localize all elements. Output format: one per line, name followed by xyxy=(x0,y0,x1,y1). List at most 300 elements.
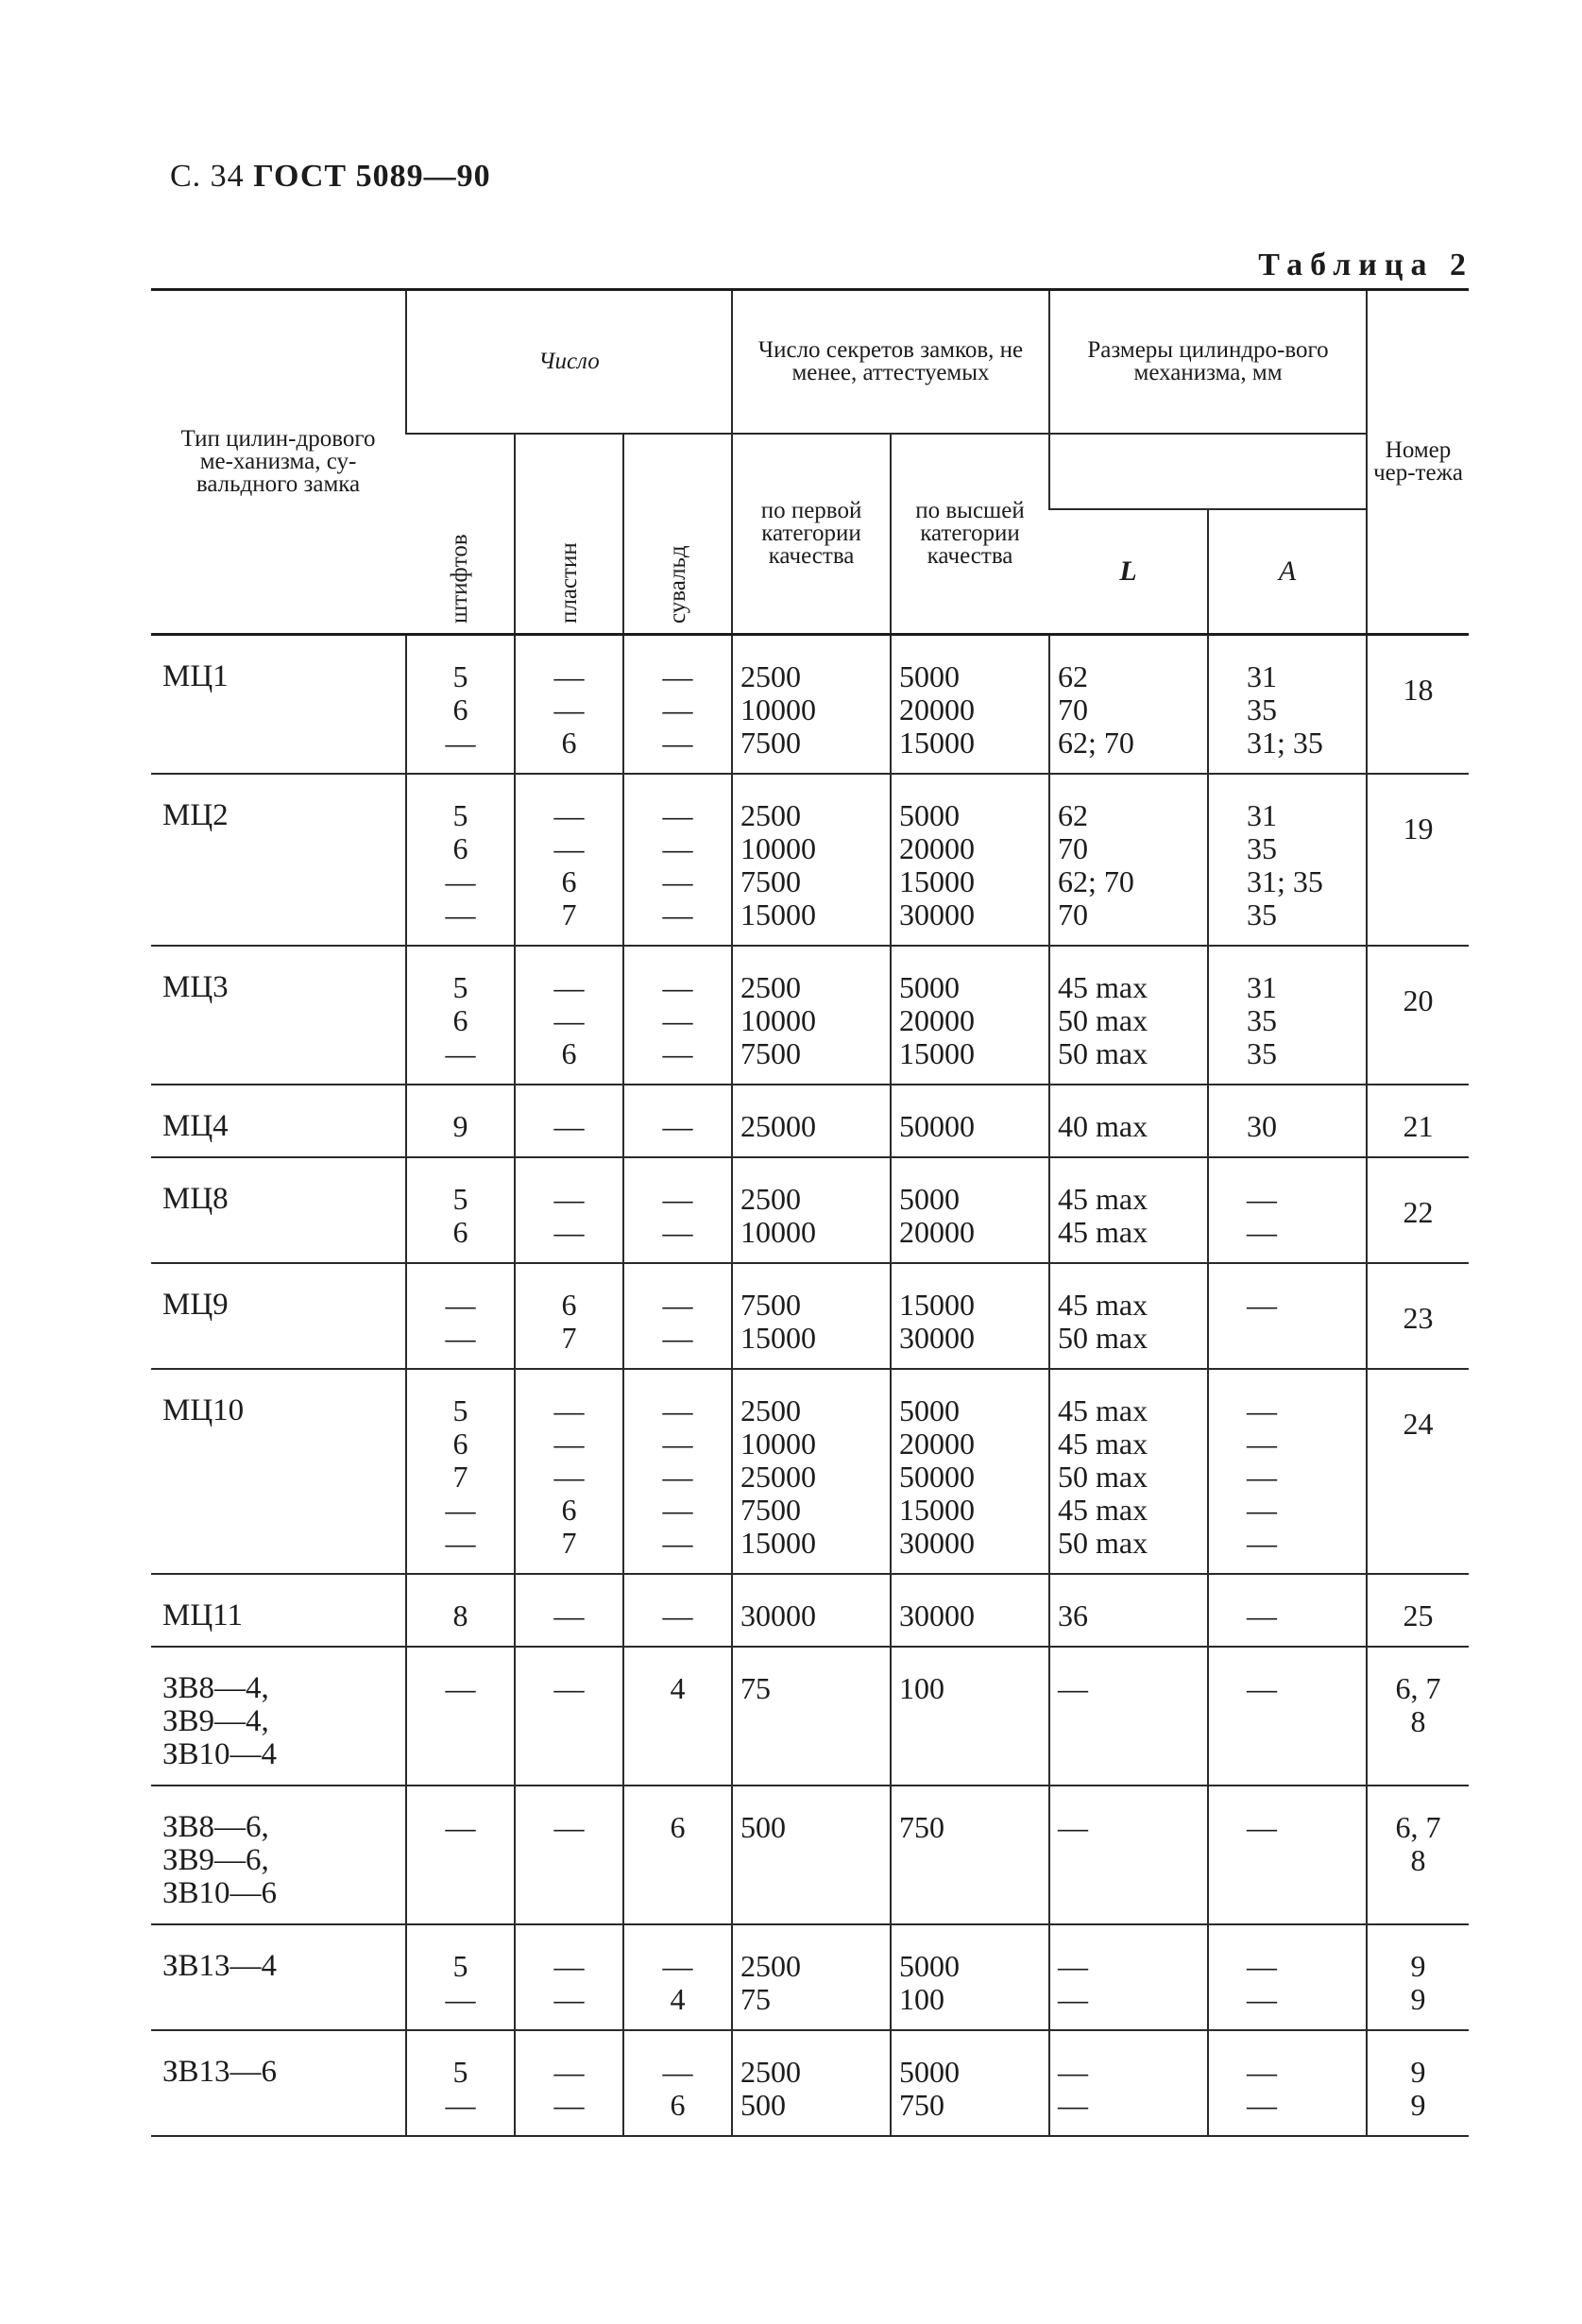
cell-levers-line: — xyxy=(662,726,693,760)
cell-pins-line: 5 xyxy=(452,1182,468,1216)
cell-levers xyxy=(623,774,732,946)
cell-type xyxy=(151,1786,406,1924)
cell-A-line: — xyxy=(1247,2055,1278,2089)
cell-pins-line: 5 xyxy=(452,1393,468,1427)
col-type-header: Тип цилин-дрового ме-ханизма, су-вальдного замка xyxy=(151,290,406,635)
cell-first-cat xyxy=(732,1574,891,1647)
table-row xyxy=(151,1157,1469,1263)
cell-plates xyxy=(515,1085,623,1157)
cell-type xyxy=(151,1647,406,1786)
cell-pins xyxy=(406,1369,515,1574)
cell-top-cat-line: 30000 xyxy=(899,1526,976,1560)
cell-first-cat-line: 30000 xyxy=(740,1598,817,1632)
cell-A xyxy=(1208,946,1367,1085)
cell-L xyxy=(1049,1369,1208,1574)
cell-levers xyxy=(623,635,732,775)
cell-drawing-line: 9 xyxy=(1410,2055,1426,2089)
cell-levers-line: — xyxy=(662,831,693,865)
cell-drawing-line: 8 xyxy=(1410,1704,1426,1738)
cell-L-line: 45 max xyxy=(1058,1215,1148,1249)
col-drawing-header: Номер чер-тежа xyxy=(1367,290,1469,635)
table-row xyxy=(151,1369,1469,1574)
cell-L xyxy=(1049,635,1208,775)
cell-drawing-value: 21 xyxy=(1403,1109,1434,1143)
cell-top-cat-line: 30000 xyxy=(899,897,976,931)
cell-pins-line: 6 xyxy=(452,831,468,865)
cell-top-cat-line: 15000 xyxy=(899,1288,976,1322)
cell-pins-line: 5 xyxy=(452,798,468,832)
cell-A xyxy=(1208,1369,1367,1574)
cell-top-cat-line: 20000 xyxy=(899,831,976,865)
cell-levers xyxy=(623,946,732,1085)
cell-A-line: — xyxy=(1247,1810,1278,1844)
cell-first-cat-line: 15000 xyxy=(740,1526,817,1560)
table-row xyxy=(151,774,1469,946)
cell-L-line: 36 xyxy=(1058,1598,1089,1632)
cell-A-line: 35 xyxy=(1247,1036,1278,1070)
cell-L-line: 62; 70 xyxy=(1058,726,1134,760)
cell-pins xyxy=(406,635,515,775)
cell-plates-line: — xyxy=(553,798,585,832)
cell-drawing xyxy=(1367,774,1469,946)
cell-pins-line: — xyxy=(445,1321,476,1355)
cell-levers-line: — xyxy=(662,1288,693,1322)
cell-L-line: 62 xyxy=(1058,798,1089,832)
cell-levers-line: — xyxy=(662,970,693,1004)
cell-levers-line: — xyxy=(662,1036,693,1070)
cell-type-value: ЗВ13—4 xyxy=(162,1949,278,1983)
cell-L xyxy=(1049,1647,1208,1786)
cell-pins-line: 6 xyxy=(452,1003,468,1037)
cell-plates xyxy=(515,1263,623,1369)
cell-type xyxy=(151,1157,406,1263)
cell-type xyxy=(151,946,406,1085)
cell-drawing xyxy=(1367,1924,1469,2030)
cell-first-cat xyxy=(732,2030,891,2136)
cell-L-line: 40 max xyxy=(1058,1109,1148,1143)
cell-L-line: 45 max xyxy=(1058,1427,1148,1461)
col-first-cat-header: по первой категории качества xyxy=(732,434,891,635)
cell-drawing xyxy=(1367,1647,1469,1786)
cell-drawing-value: 18 xyxy=(1403,673,1434,707)
cell-L-line: 62; 70 xyxy=(1058,864,1134,898)
cell-L-line: 62 xyxy=(1058,659,1089,693)
cell-levers-line: — xyxy=(662,1003,693,1037)
cell-L xyxy=(1049,1157,1208,1263)
cell-pins xyxy=(406,1647,515,1786)
cell-first-cat xyxy=(732,1085,891,1157)
cell-first-cat-line: 15000 xyxy=(740,1321,817,1355)
cell-levers-line: — xyxy=(662,1109,693,1143)
cell-A xyxy=(1208,1574,1367,1647)
cell-levers-line: 6 xyxy=(670,2088,686,2122)
cell-A xyxy=(1208,1085,1367,1157)
cell-levers-line: — xyxy=(662,2055,693,2089)
cell-A xyxy=(1208,1786,1367,1924)
cell-drawing-line: 8 xyxy=(1410,1843,1426,1877)
cell-pins xyxy=(406,774,515,946)
cell-top-cat xyxy=(891,635,1049,775)
cell-pins xyxy=(406,2030,515,2136)
cell-plates-line: — xyxy=(553,1460,585,1494)
cell-plates-line: — xyxy=(553,1215,585,1249)
cell-levers-line: — xyxy=(662,1598,693,1632)
cell-A-line: 35 xyxy=(1247,831,1278,865)
cell-L-line: 50 max xyxy=(1058,1036,1148,1070)
cell-drawing xyxy=(1367,635,1469,775)
cell-L xyxy=(1049,1574,1208,1647)
cell-A-line: — xyxy=(1247,1526,1278,1560)
standard-title: ГОСТ 5089—90 xyxy=(253,159,491,194)
cell-first-cat xyxy=(732,1924,891,2030)
cell-top-cat xyxy=(891,1263,1049,1369)
cell-levers xyxy=(623,2030,732,2136)
cell-L xyxy=(1049,1263,1208,1369)
cell-top-cat-line: 750 xyxy=(899,2088,945,2122)
cell-first-cat-line: 2500 xyxy=(740,659,802,693)
cell-first-cat-line: 10000 xyxy=(740,692,817,726)
cell-type-line: ЗВ9—6, xyxy=(162,1843,269,1877)
cell-first-cat-line: 15000 xyxy=(740,897,817,931)
cell-levers-line: — xyxy=(662,1949,693,1983)
cell-top-cat-line: 20000 xyxy=(899,1427,976,1461)
cell-levers xyxy=(623,1085,732,1157)
cell-type-value: МЦ8 xyxy=(162,1182,229,1216)
cell-drawing-line: 6, 7 xyxy=(1395,1810,1441,1844)
cell-plates-line: 6 xyxy=(561,726,577,760)
cell-first-cat-line: 2500 xyxy=(740,798,802,832)
cell-A-line: 31 xyxy=(1247,659,1278,693)
cell-pins-line: — xyxy=(445,1671,476,1705)
cell-plates xyxy=(515,1647,623,1786)
cell-A-line: — xyxy=(1247,1949,1278,1983)
col-levers-header: сувальд xyxy=(623,434,732,635)
cell-levers-line: — xyxy=(662,659,693,693)
page-number: С. 34 xyxy=(170,159,245,194)
cell-top-cat xyxy=(891,1924,1049,2030)
cell-A-line: — xyxy=(1247,1460,1278,1494)
cell-type-value: МЦ3 xyxy=(162,970,229,1004)
cell-pins xyxy=(406,1924,515,2030)
cell-top-cat-line: 5000 xyxy=(899,659,961,693)
cell-plates-line: 6 xyxy=(561,1493,577,1527)
cell-plates xyxy=(515,1157,623,1263)
cell-top-cat-line: 5000 xyxy=(899,1182,961,1216)
cell-L-line: 50 max xyxy=(1058,1460,1148,1494)
cell-type xyxy=(151,774,406,946)
cell-top-cat-line: 5000 xyxy=(899,1949,961,1983)
cell-plates xyxy=(515,1924,623,2030)
cell-first-cat xyxy=(732,635,891,775)
cell-drawing xyxy=(1367,1574,1469,1647)
cell-levers-line: — xyxy=(662,1493,693,1527)
cell-first-cat-line: 10000 xyxy=(740,1003,817,1037)
cell-top-cat xyxy=(891,1786,1049,1924)
cell-A xyxy=(1208,774,1367,946)
cell-first-cat xyxy=(732,1786,891,1924)
cell-levers xyxy=(623,1647,732,1786)
cell-pins-line: 5 xyxy=(452,2055,468,2089)
cell-plates-line: — xyxy=(553,692,585,726)
col-pins-header: штифтов xyxy=(406,434,515,635)
cell-type xyxy=(151,2030,406,2136)
cell-top-cat-line: 15000 xyxy=(899,726,976,760)
table-row xyxy=(151,1924,1469,2030)
cell-top-cat xyxy=(891,1085,1049,1157)
cell-L-line: 50 max xyxy=(1058,1526,1148,1560)
cell-type-line: ЗВ10—4 xyxy=(162,1737,278,1771)
cell-first-cat xyxy=(732,1263,891,1369)
cell-levers-line: — xyxy=(662,1526,693,1560)
cell-pins-line: 7 xyxy=(452,1460,468,1494)
cell-A-line: 30 xyxy=(1247,1109,1278,1143)
col-top-cat-header: по высшей категории качества xyxy=(891,434,1049,635)
cell-plates-line: — xyxy=(553,2055,585,2089)
cell-levers-line: — xyxy=(662,798,693,832)
cell-plates-line: — xyxy=(553,1427,585,1461)
cell-pins xyxy=(406,946,515,1085)
cell-type xyxy=(151,1263,406,1369)
cell-drawing-value: 23 xyxy=(1403,1301,1434,1335)
table-row xyxy=(151,946,1469,1085)
cell-top-cat xyxy=(891,774,1049,946)
cell-pins-line: — xyxy=(445,1982,476,2016)
cell-pins-line: 5 xyxy=(452,659,468,693)
cell-pins-line: — xyxy=(445,1526,476,1560)
cell-pins-line: — xyxy=(445,2088,476,2122)
table-row xyxy=(151,1647,1469,1786)
cell-A xyxy=(1208,635,1367,775)
cell-first-cat-line: 2500 xyxy=(740,970,802,1004)
cell-L xyxy=(1049,946,1208,1085)
cell-first-cat-line: 500 xyxy=(740,2088,787,2122)
cell-plates xyxy=(515,774,623,946)
cell-A-line: 31; 35 xyxy=(1247,726,1323,760)
cell-drawing-value: 25 xyxy=(1403,1598,1434,1632)
cell-L-line: 45 max xyxy=(1058,1393,1148,1427)
cell-plates xyxy=(515,1369,623,1574)
col-L-header: L xyxy=(1049,509,1208,634)
cell-drawing xyxy=(1367,1263,1469,1369)
cell-drawing xyxy=(1367,2030,1469,2136)
table-row xyxy=(151,2030,1469,2136)
cell-drawing-line: 9 xyxy=(1410,2088,1426,2122)
cell-levers xyxy=(623,1786,732,1924)
cell-pins-line: 5 xyxy=(452,1949,468,1983)
cell-first-cat-line: 10000 xyxy=(740,831,817,865)
cell-plates xyxy=(515,1574,623,1647)
cell-L-line: — xyxy=(1058,1949,1089,1983)
cell-type-value: МЦ4 xyxy=(162,1109,229,1143)
cell-A-line: — xyxy=(1247,1288,1278,1322)
table-row xyxy=(151,635,1469,775)
cell-first-cat-line: 25000 xyxy=(740,1109,817,1143)
cell-A-line: — xyxy=(1247,1982,1278,2016)
cell-top-cat-line: 50000 xyxy=(899,1109,976,1143)
cell-plates-line: — xyxy=(553,970,585,1004)
cell-drawing xyxy=(1367,946,1469,1085)
cell-A-line: — xyxy=(1247,2088,1278,2122)
cell-plates-line: — xyxy=(553,1810,585,1844)
cell-pins xyxy=(406,1085,515,1157)
cell-type-line: ЗВ9—4, xyxy=(162,1704,269,1738)
cell-L-line: — xyxy=(1058,2088,1089,2122)
cell-type xyxy=(151,1574,406,1647)
cell-top-cat-line: 20000 xyxy=(899,692,976,726)
cell-levers-line: 4 xyxy=(670,1671,686,1705)
cell-first-cat-line: 75 xyxy=(740,1982,772,2016)
cell-A-line: 31; 35 xyxy=(1247,864,1323,898)
cell-A xyxy=(1208,1924,1367,2030)
cell-A-line: 35 xyxy=(1247,897,1278,931)
cell-L-line: 45 max xyxy=(1058,970,1148,1004)
col-plates-header: пластин xyxy=(515,434,623,635)
cell-plates-line: 7 xyxy=(561,897,577,931)
cell-plates-line: 7 xyxy=(561,1526,577,1560)
cell-plates-line: — xyxy=(553,1982,585,2016)
cell-top-cat xyxy=(891,1574,1049,1647)
cell-pins-line: 6 xyxy=(452,1427,468,1461)
cell-top-cat-line: 100 xyxy=(899,1982,945,2016)
cell-drawing xyxy=(1367,1085,1469,1157)
cell-drawing xyxy=(1367,1157,1469,1263)
cell-L xyxy=(1049,774,1208,946)
cell-A-line: 35 xyxy=(1247,692,1278,726)
cell-levers-line: — xyxy=(662,692,693,726)
cell-pins xyxy=(406,1786,515,1924)
cell-plates-line: — xyxy=(553,1598,585,1632)
cell-first-cat-line: 500 xyxy=(740,1810,787,1844)
cell-drawing-line: 9 xyxy=(1410,1982,1426,2016)
cell-levers xyxy=(623,1263,732,1369)
cell-L-line: 50 max xyxy=(1058,1321,1148,1355)
cell-levers xyxy=(623,1924,732,2030)
cell-A xyxy=(1208,1157,1367,1263)
cell-levers-line: — xyxy=(662,1215,693,1249)
cell-plates-line: — xyxy=(553,1671,585,1705)
cell-drawing-value: 20 xyxy=(1403,983,1434,1017)
cell-drawing-line: 6, 7 xyxy=(1395,1671,1441,1705)
cell-first-cat-line: 25000 xyxy=(740,1460,817,1494)
cell-pins xyxy=(406,1157,515,1263)
cell-top-cat-line: 100 xyxy=(899,1671,945,1705)
cell-pins xyxy=(406,1263,515,1369)
cell-L-line: — xyxy=(1058,1982,1089,2016)
cell-A xyxy=(1208,2030,1367,2136)
cell-pins-line: — xyxy=(445,897,476,931)
cell-first-cat-line: 2500 xyxy=(740,1949,802,1983)
cell-first-cat-line: 7500 xyxy=(740,864,802,898)
cell-plates xyxy=(515,1786,623,1924)
cell-top-cat-line: 750 xyxy=(899,1810,945,1844)
cell-type-line: ЗВ10—6 xyxy=(162,1876,278,1910)
page-header xyxy=(170,159,491,195)
cell-A-line: — xyxy=(1247,1598,1278,1632)
cell-type-line: ЗВ8—6, xyxy=(162,1810,269,1844)
gost-table xyxy=(151,288,1469,2137)
cell-plates-line: — xyxy=(553,1003,585,1037)
cell-top-cat xyxy=(891,1647,1049,1786)
cell-A-line: — xyxy=(1247,1182,1278,1216)
cell-levers-line: 4 xyxy=(670,1982,686,2016)
col-count-group-header: Число xyxy=(406,290,732,435)
cell-pins-line: — xyxy=(445,1036,476,1070)
cell-plates-line: 6 xyxy=(561,864,577,898)
cell-levers-line: — xyxy=(662,897,693,931)
cell-drawing-value: 24 xyxy=(1403,1407,1434,1441)
cell-L xyxy=(1049,2030,1208,2136)
cell-top-cat-line: 50000 xyxy=(899,1460,976,1494)
cell-top-cat-line: 15000 xyxy=(899,1493,976,1527)
cell-plates-line: — xyxy=(553,1182,585,1216)
cell-pins-line: 8 xyxy=(452,1598,468,1632)
col-A-header: A xyxy=(1208,509,1367,634)
cell-drawing-line: 9 xyxy=(1410,1949,1426,1983)
cell-plates-line: 6 xyxy=(561,1288,577,1322)
cell-L-line: 70 xyxy=(1058,692,1089,726)
cell-pins-line: — xyxy=(445,864,476,898)
cell-type-value: МЦ10 xyxy=(162,1393,245,1427)
table-row xyxy=(151,1085,1469,1157)
cell-levers-line: — xyxy=(662,1182,693,1216)
cell-type-value: МЦ11 xyxy=(162,1598,243,1632)
cell-plates xyxy=(515,946,623,1085)
table-row xyxy=(151,1786,1469,1924)
cell-levers-line: — xyxy=(662,864,693,898)
cell-L xyxy=(1049,1085,1208,1157)
cell-pins-line: 6 xyxy=(452,692,468,726)
cell-type-value: ЗВ13—6 xyxy=(162,2055,278,2089)
cell-pins xyxy=(406,1574,515,1647)
cell-first-cat-line: 10000 xyxy=(740,1215,817,1249)
cell-drawing-value: 22 xyxy=(1403,1195,1434,1229)
cell-type xyxy=(151,1369,406,1574)
cell-L-line: — xyxy=(1058,1810,1089,1844)
cell-type-value: МЦ9 xyxy=(162,1288,229,1322)
cell-levers-line: 6 xyxy=(670,1810,686,1844)
cell-L xyxy=(1049,1786,1208,1924)
cell-pins-line: — xyxy=(445,1810,476,1844)
cell-drawing xyxy=(1367,1369,1469,1574)
cell-levers-line: — xyxy=(662,1427,693,1461)
cell-top-cat xyxy=(891,1369,1049,1574)
table-caption: Таблица 2 xyxy=(1258,248,1473,282)
cell-plates-line: — xyxy=(553,659,585,693)
cell-plates-line: — xyxy=(553,831,585,865)
cell-L-line: 45 max xyxy=(1058,1493,1148,1527)
col-dims-group-header: Размеры цилиндро-вого механизма, мм xyxy=(1049,290,1367,435)
cell-A xyxy=(1208,1263,1367,1369)
cell-top-cat-line: 30000 xyxy=(899,1598,976,1632)
cell-top-cat-line: 20000 xyxy=(899,1003,976,1037)
cell-first-cat xyxy=(732,774,891,946)
cell-first-cat xyxy=(732,1157,891,1263)
cell-first-cat xyxy=(732,1647,891,1786)
cell-levers xyxy=(623,1369,732,1574)
cell-plates-line: 6 xyxy=(561,1036,577,1070)
cell-first-cat-line: 2500 xyxy=(740,1182,802,1216)
cell-A-line: — xyxy=(1247,1393,1278,1427)
cell-levers xyxy=(623,1574,732,1647)
cell-top-cat-line: 15000 xyxy=(899,864,976,898)
cell-A-line: — xyxy=(1247,1671,1278,1705)
cell-pins-line: — xyxy=(445,726,476,760)
table-row xyxy=(151,1263,1469,1369)
cell-top-cat xyxy=(891,2030,1049,2136)
cell-top-cat-line: 5000 xyxy=(899,1393,961,1427)
col-secrets-group-header: Число секретов замков, не менее, аттестуемых xyxy=(732,290,1049,435)
cell-top-cat-line: 5000 xyxy=(899,2055,961,2089)
